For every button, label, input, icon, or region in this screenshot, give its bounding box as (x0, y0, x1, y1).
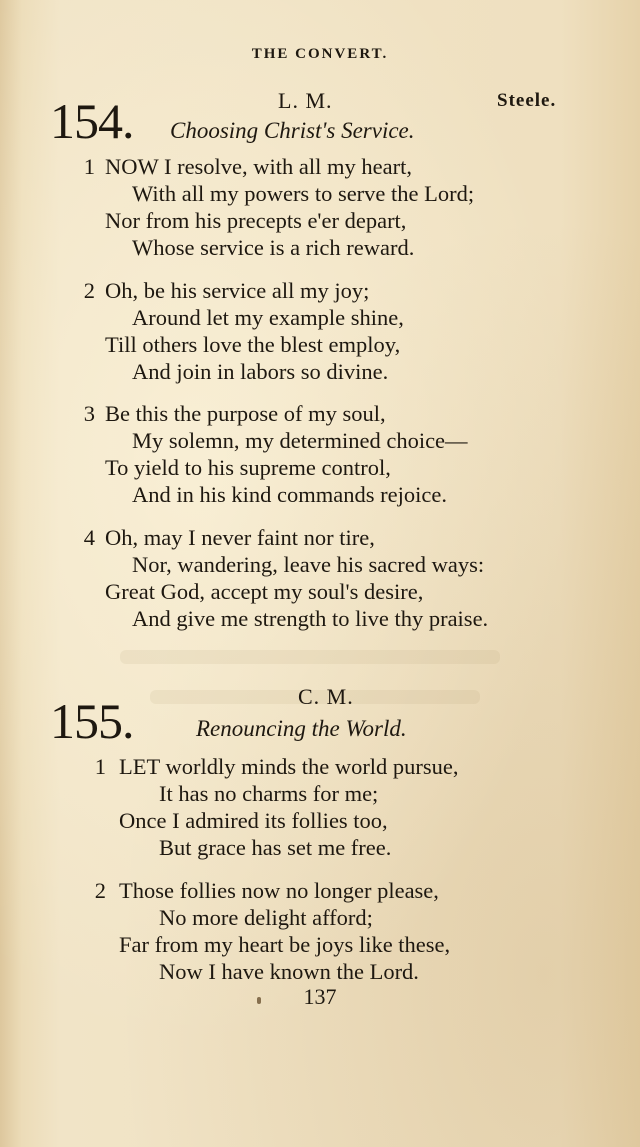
hymn-meter: L. M. (278, 88, 333, 113)
verse-number: 2 (94, 878, 106, 903)
verse-line: LET worldly minds the world pursue, (119, 754, 459, 779)
verse-line: And give me strength to live thy praise. (132, 606, 489, 631)
verse-line: It has no charms for me; (159, 781, 379, 806)
verse-line: With all my powers to serve the Lord; (132, 181, 475, 206)
verse-line: Once I admired its follies too, (119, 808, 388, 833)
verse-line: And in his kind commands rejoice. (132, 482, 447, 507)
hymn-meter: C. M. (298, 684, 354, 709)
verse-line: My solemn, my determined choice— (132, 428, 468, 453)
verse-line: Great God, accept my soul's desire, (105, 579, 424, 604)
verse-line: To yield to his supreme control, (105, 455, 391, 480)
verse-number: 1 (83, 154, 95, 179)
hymn-author: Steele. (497, 90, 557, 111)
verse-line: Around let my example shine, (132, 305, 404, 330)
verse-number: 4 (83, 525, 95, 550)
verse-line: Those follies now no longer please, (119, 878, 439, 903)
verse-line: Nor, wandering, leave his sacred ways: (132, 552, 485, 577)
hymn-number: 154. (50, 93, 134, 149)
hymn-title: Choosing Christ's Service. (170, 118, 415, 143)
verse-number: 1 (94, 754, 106, 779)
verse-line: And join in labors so divine. (132, 359, 389, 384)
verse-line: Now I have known the Lord. (159, 959, 419, 984)
verse-number: 2 (83, 278, 95, 303)
verse-line: Nor from his precepts e'er depart, (105, 208, 407, 233)
verse-line: Whose service is a rich reward. (132, 235, 415, 260)
verse-line: Far from my heart be joys like these, (119, 932, 451, 957)
verse-line: NOW I resolve, with all my heart, (105, 154, 413, 179)
hymn-title: Renouncing the World. (196, 716, 407, 741)
bleed-through-smudge (120, 650, 500, 664)
verse-line: Oh, may I never faint nor tire, (105, 525, 375, 550)
hymn-number: 155. (50, 693, 134, 749)
verse-line: Till others love the blest employ, (105, 332, 401, 357)
verse-line: No more delight afford; (159, 905, 373, 930)
verse-line: But grace has set me free. (159, 835, 392, 860)
page-number: 137 (303, 984, 337, 1009)
verse-line: Be this the purpose of my soul, (105, 401, 386, 426)
verse-line: Oh, be his service all my joy; (105, 278, 370, 303)
verse-number: 3 (83, 401, 95, 426)
running-head: THE CONVERT. (251, 46, 389, 62)
